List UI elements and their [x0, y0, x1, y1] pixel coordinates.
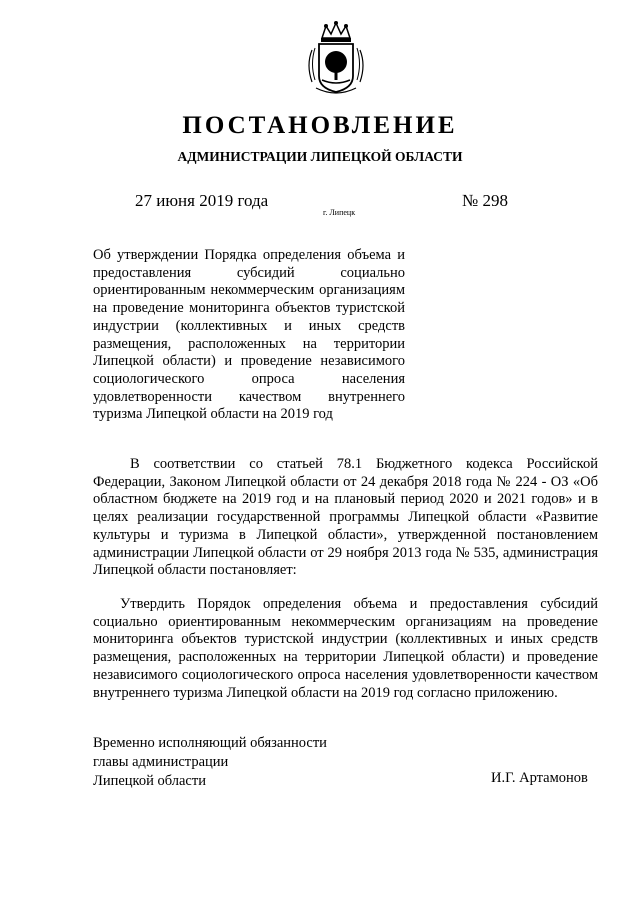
- signatory-line-3: Липецкой области: [93, 773, 206, 789]
- lipetsk-coat-of-arms-icon: [302, 20, 370, 96]
- body-paragraph-preamble: В соответствии со статьей 78.1 Бюджетного кодекса Российской Федерации, Законом Липецкой области от 24 декабря 2018 года № 224 - ОЗ «Об областном бюджете на 2019 год и на плановый период 2020 и 2021 годов» и в целях реализации государственной программы Липецкой области «Развитие культуры и туризма в Липецкой области», утвержденной постановлением администрации Липецкой области от 29 ноября 2013 года № 535, администрация Липецкой области постановляет:: [93, 456, 598, 579]
- document-title: ПОСТАНОВЛЕНИЕ: [182, 112, 458, 139]
- issuing-authority: АДМИНИСТРАЦИИ ЛИПЕЦКОЙ ОБЛАСТИ: [177, 149, 463, 164]
- document-subject: Об утверждении Порядка определения объема и предоставления субсидий социально ориентированным некоммерческим организациям на проведение мониторинга объектов туристской индустрии (коллективных и иных средств размещения, расположенных на территории Липецкой области) и проведение независимого социологического опроса населения удовлетворенности качеством внутреннего туризма Липецкой области на 2019 год: [93, 247, 405, 423]
- document-date: 27 июня 2019 года: [135, 191, 269, 210]
- signatory-line-2: главы администрации: [93, 754, 229, 770]
- body-paragraph-resolution: Утвердить Порядок определения объема и предоставления субсидий социально ориентированным некоммерческим организациям на проведение мониторинга объектов туристской индустрии (коллективных и иных средств размещения, расположенных на территории Липецкой области) и проведение независимого социологического опроса населения удовлетворенности качеством внутреннего туризма Липецкой области на 2019 год согласно приложению.: [93, 596, 598, 701]
- document-number: № 298: [462, 191, 508, 210]
- signatory-position: [93, 734, 327, 791]
- signatory-line-1: Временно исполняющий обязанности: [93, 735, 327, 751]
- document-city: г. Липецк: [323, 208, 356, 217]
- signatory-name: И.Г. Артамонов: [491, 770, 588, 786]
